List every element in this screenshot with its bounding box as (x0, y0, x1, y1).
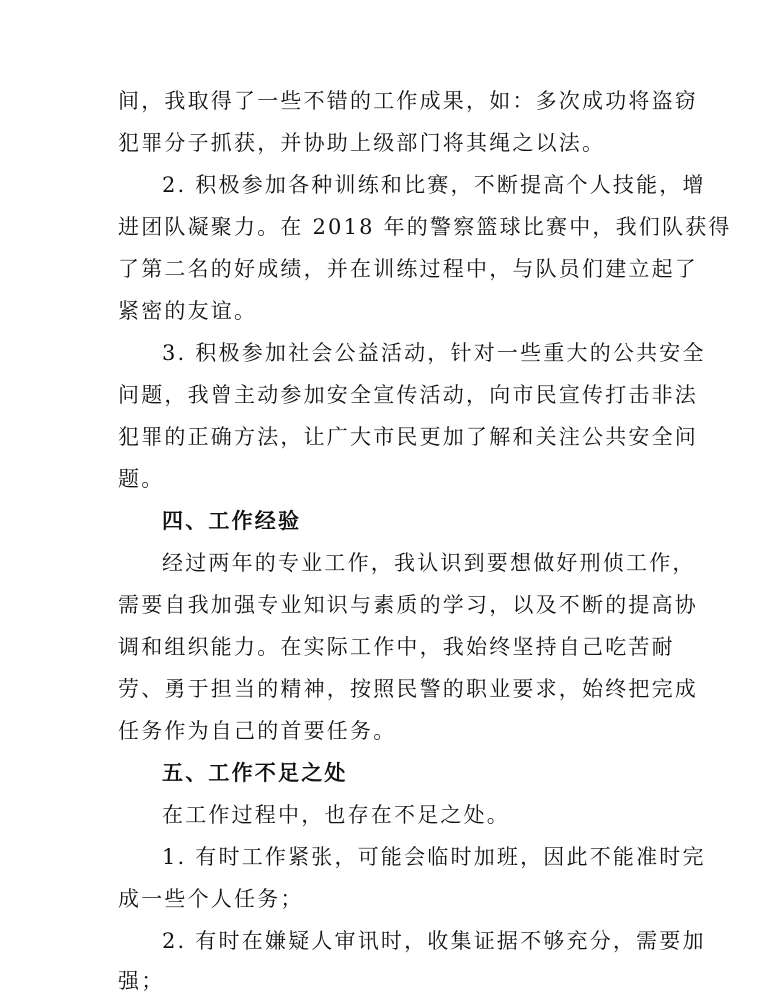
text-line: 3. 积极参加社会公益活动，针对一些重大的公共安全 (162, 341, 706, 365)
section-heading: 四、工作经验 (162, 509, 302, 533)
text-line: 任务作为自己的首要任务。 (118, 719, 397, 743)
text-line: 2. 有时在嫌疑人审讯时，收集证据不够充分，需要加 (162, 929, 706, 953)
text-line: 劳、勇于担当的精神，按照民警的职业要求，始终把完成 (118, 677, 698, 701)
text-line: 1. 有时工作紧张，可能会临时加班，因此不能准时完 (162, 845, 706, 869)
text-line: 紧密的友谊。 (118, 299, 258, 323)
text-line: 强； (118, 969, 165, 993)
text-line: 犯罪分子抓获，并协助上级部门将其绳之以法。 (118, 131, 606, 155)
text-line: 在工作过程中，也存在不足之处。 (162, 803, 510, 827)
section-heading: 五、工作不足之处 (162, 761, 348, 785)
text-line: 经过两年的专业工作，我认识到要想做好刑侦工作， (162, 551, 696, 575)
text-line: 了第二名的好成绩，并在训练过程中，与队员们建立起了 (118, 257, 698, 281)
text-line: 进团队凝聚力。在 2018 年的警察篮球比赛中，我们队获得 (118, 215, 732, 239)
text-line: 间，我取得了一些不错的工作成果，如：多次成功将盗窃 (118, 89, 698, 113)
text-line: 调和组织能力。在实际工作中，我始终坚持自己吃苦耐 (118, 635, 675, 659)
text-line: 2. 积极参加各种训练和比赛，不断提高个人技能，增 (162, 173, 706, 197)
text-line: 需要自我加强专业知识与素质的学习，以及不断的提高协 (118, 593, 698, 617)
text-line: 成一些个人任务； (118, 887, 304, 911)
text-line: 题。 (118, 467, 165, 491)
text-line: 犯罪的正确方法，让广大市民更加了解和关注公共安全问 (118, 425, 698, 449)
text-line: 问题，我曾主动参加安全宣传活动，向市民宣传打击非法 (118, 383, 698, 407)
